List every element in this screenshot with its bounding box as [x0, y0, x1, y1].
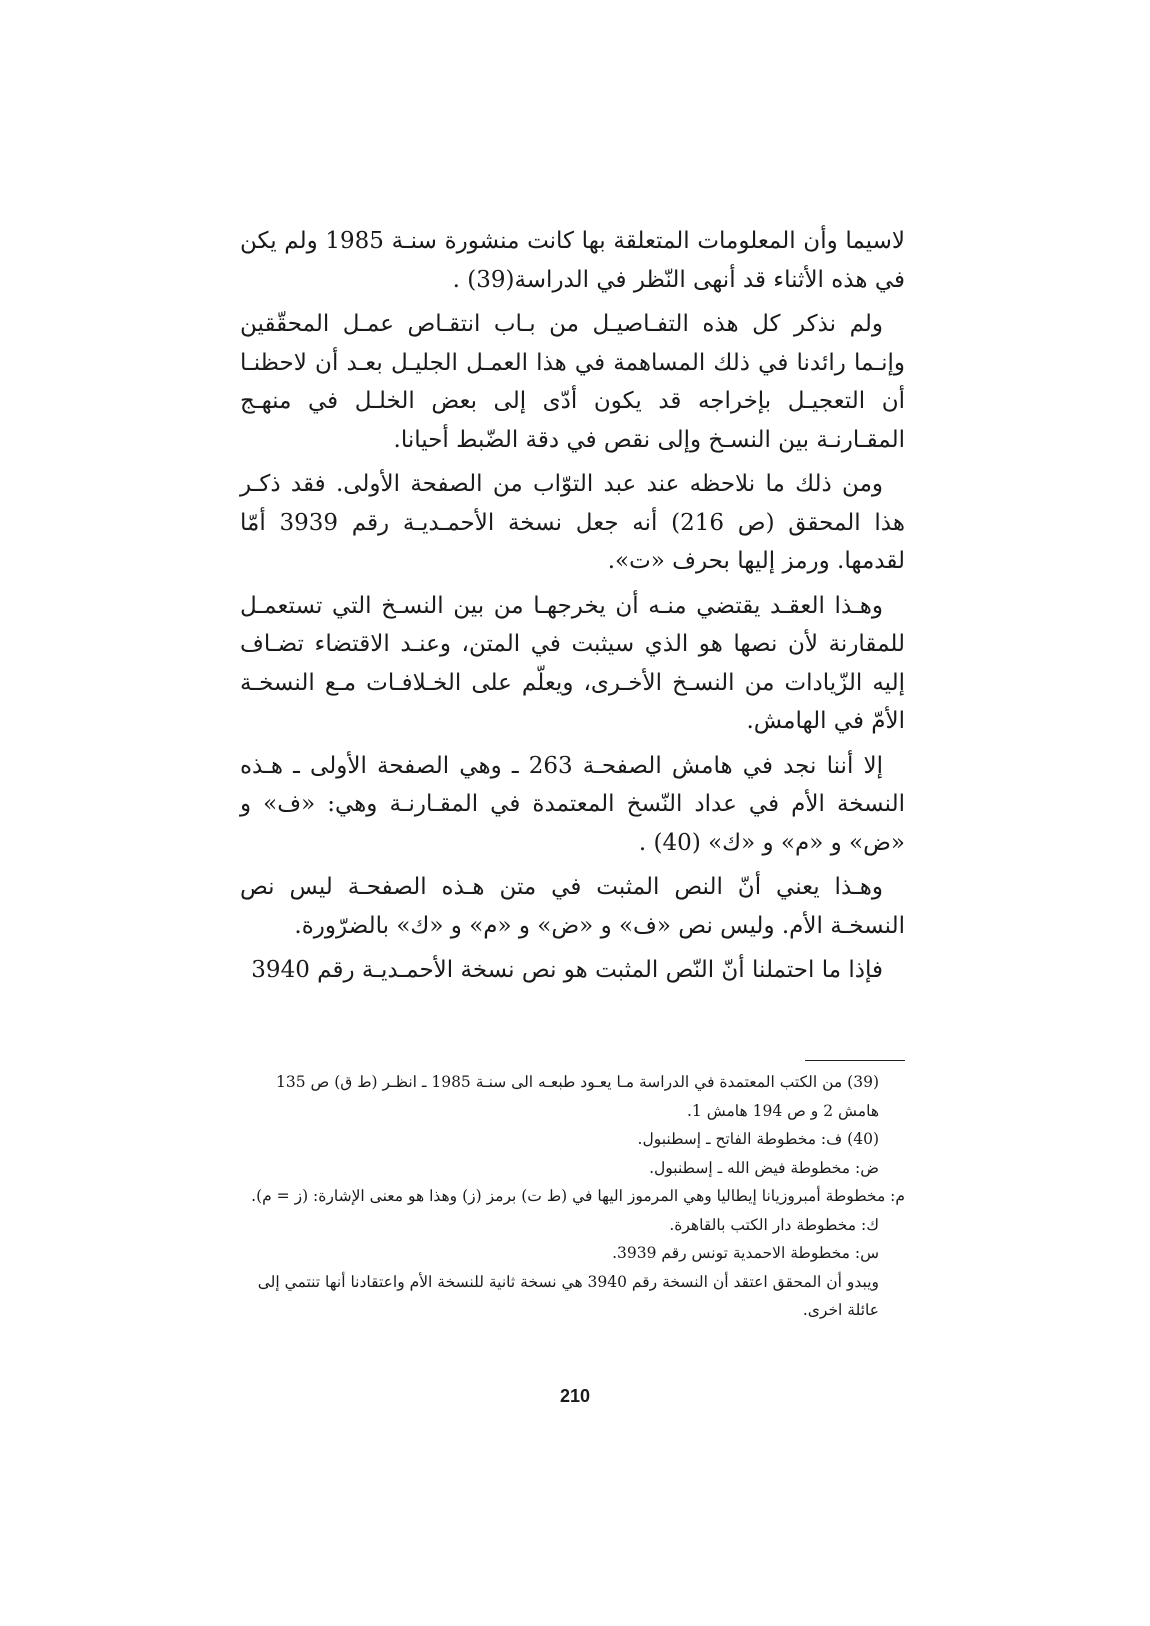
footnote-40: (40) ف: مخطوطة الفاتح ـ إسطنبول. — [637, 1130, 879, 1148]
paragraph-6: وهـذا يعني أنّ النص المثبت في متن هـذه الصفحـة ليس نص النسخـة الأم. وليس نص «ف» و «ض» و «م» و «ك» بالضرّورة. — [240, 874, 905, 939]
footnote-separator — [805, 1060, 905, 1061]
footnote-40-kaf: ك: مخطوطة دار الكتب بالقاهرة. — [669, 1215, 879, 1234]
footnote-40-mim: م: مخطوطة أمبروزيانا إيطاليا وهي المرموز اليها في (ط ت) برمز (ز) وهذا هو معنى الإشارة: (ز = م). — [251, 1187, 905, 1205]
paragraph-2: ولم نذكر كل هذه التفـاصيـل من بـاب انتقـاص عمـل المحقّقين وإنـما رائدنا في ذلك المساهمة في هذا العمـل الجليـل بعـد أن لاحظنـا أن التعجيـل بإخراجه قد يكون أدّى إلى بعض الخلـل في منهـج المقـارنـة بين النسـخ وإلى نقص في دقة الضّبط أحيانا. — [240, 311, 905, 453]
footnote-40-dad: ض: مخطوطة فيض الله ـ إسطنبول. — [649, 1158, 879, 1177]
paragraph-1: لاسيما وأن المعلومات المتعلقة بها كانت منشورة سنـة 1985 ولم يكن في هذه الأثناء قد أنهى النّظر في الدراسة(39) . — [240, 228, 906, 293]
footnote-39: (39) من الكتب المعتمدة في الدراسة مـا يعـود طبعـه الى سنـة 1985 ـ انظـر (ط ق) ص 135 هامش 2 و ص 194 هامش 1. — [276, 1073, 879, 1120]
paragraph-7: فإذا ما احتملنا أنّ النّص المثبت هو نص نسخة الأحمـديـة رقم 3940 — [251, 957, 883, 983]
main-text — [240, 222, 905, 996]
footnote-40-note: ويبدو أن المحقق اعتقد أن النسخة رقم 3940 هي نسخة ثانية للنسخة الأم واعتقادنا أنها تنتمي إلى عائلة اخرى. — [257, 1272, 879, 1319]
paragraph-4: وهـذا العقـد يقتضي منـه أن يخرجهـا من بين النسـخ التي تستعمـل للمقارنة لأن نصها هو الذي سيثبت في المتن، وعنـد الاقتضاء تضـاف إليه الزّيادات من النسـخ الأخـرى، ويعلّم على الخـلافـات مـع النسخـة الأمّ في الهامش. — [240, 592, 905, 734]
page-number: 210 — [559, 1386, 591, 1406]
paragraph-3: ومن ذلك ما نلاحظه عند عبد التوّاب من الصفحة الأولى. فقد ذكـر هذا المحقق (ص 216) أنه جعل نسخة الأحمـديـة رقم 3939 أمّا لقدمها. ورمز إليها بحرف «ت». — [240, 471, 905, 574]
footnote-40-sin: س: مخطوطة الاحمدية تونس رقم 3939. — [612, 1244, 879, 1262]
paragraph-5: إلا أننا نجد في هامش الصفحـة 263 ـ وهي الصفحة الأولى ـ هـذه النسخة الأم في عداد النّسخ المعتمدة في المقـارنـة وهي: «ف» و «ض» و «م» و «ك» (40) . — [240, 752, 905, 856]
footnotes — [240, 1068, 905, 1325]
